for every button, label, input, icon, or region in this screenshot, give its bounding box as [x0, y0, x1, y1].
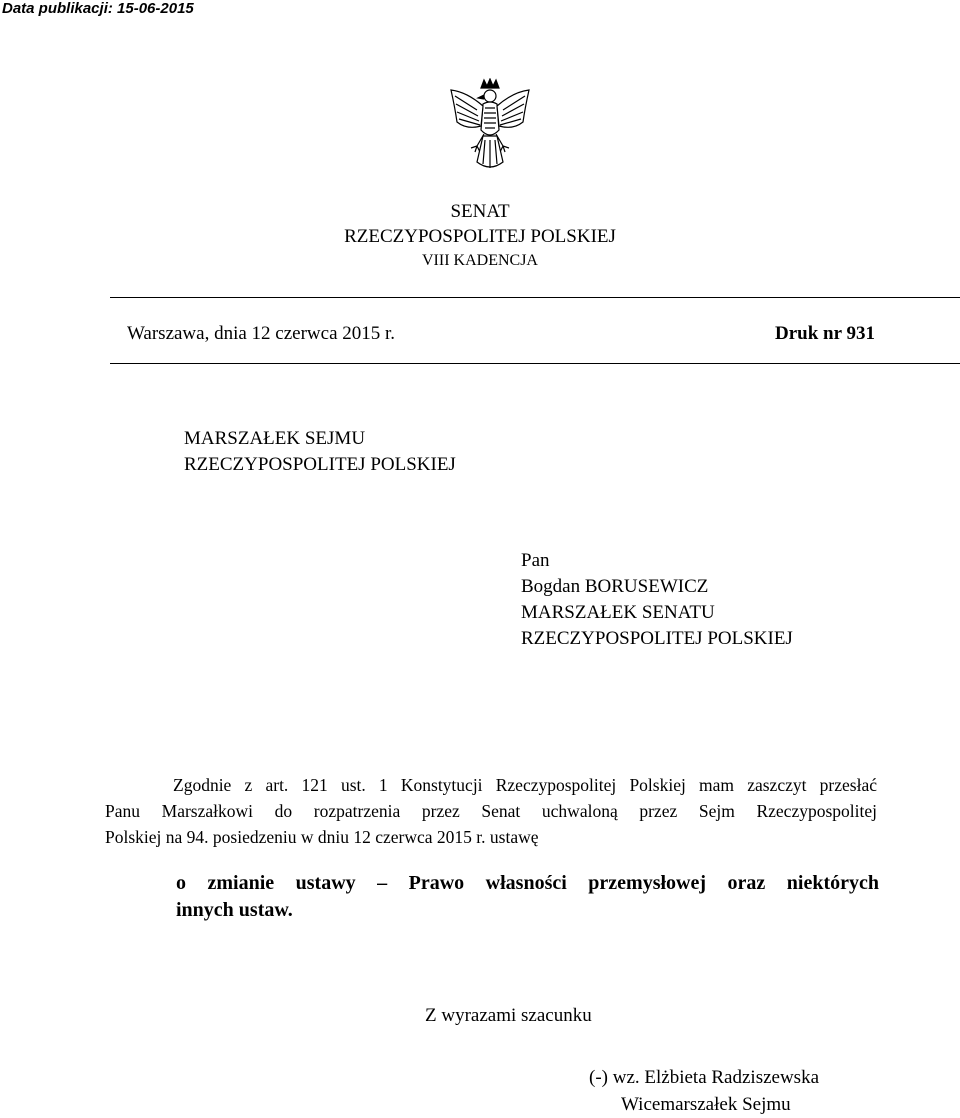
- act-title-line: o zmianie ustawy – Prawo własności przemysłowej oraz niektórych: [176, 872, 879, 894]
- sender-line: RZECZYPOSPOLITEJ POLSKIEJ: [184, 454, 456, 475]
- place-date: Warszawa, dnia 12 czerwca 2015 r.: [127, 323, 396, 344]
- body-line: Polskiej na 94. posiedzeniu w dniu 12 czerwca 2015 r. ustawę: [105, 827, 539, 847]
- institution-name: SENAT: [450, 201, 510, 222]
- publication-date: Data publikacji: 15-06-2015: [2, 0, 194, 17]
- sender-line: MARSZAŁEK SEJMU: [184, 428, 366, 449]
- recipient-title: RZECZYPOSPOLITEJ POLSKIEJ: [521, 628, 793, 649]
- recipient-block: [521, 548, 793, 652]
- body-paragraph: [105, 772, 877, 850]
- polish-eagle-emblem-icon: [447, 78, 533, 174]
- recipient-salutation: Pan: [521, 550, 550, 571]
- recipient-name: Bogdan BORUSEWICZ: [521, 576, 709, 597]
- signature-title: Wicemarszałek Sejmu: [621, 1094, 791, 1115]
- recipient-title: MARSZAŁEK SENATU: [521, 602, 715, 623]
- signature: (-) wz. Elżbieta Radziszewska: [589, 1067, 820, 1088]
- closing-greeting: Z wyrazami szacunku: [425, 1005, 592, 1026]
- print-number: Druk nr 931: [775, 323, 875, 344]
- term-label: VIII KADENCJA: [422, 252, 538, 269]
- institution-country: RZECZYPOSPOLITEJ POLSKIEJ: [344, 226, 616, 247]
- act-title: [176, 870, 879, 924]
- act-title-line: innych ustaw.: [176, 899, 293, 921]
- body-line: Panu Marszałkowi do rozpatrzenia przez Senat uchwaloną przez Sejm Rzeczypospolitej: [105, 801, 877, 821]
- divider-bottom: [110, 363, 960, 364]
- body-line: Zgodnie z art. 121 ust. 1 Konstytucji Rzeczypospolitej Polskiej mam zaszczyt przesłać: [173, 775, 877, 795]
- divider-top: [110, 297, 960, 298]
- sender-block: [184, 426, 456, 478]
